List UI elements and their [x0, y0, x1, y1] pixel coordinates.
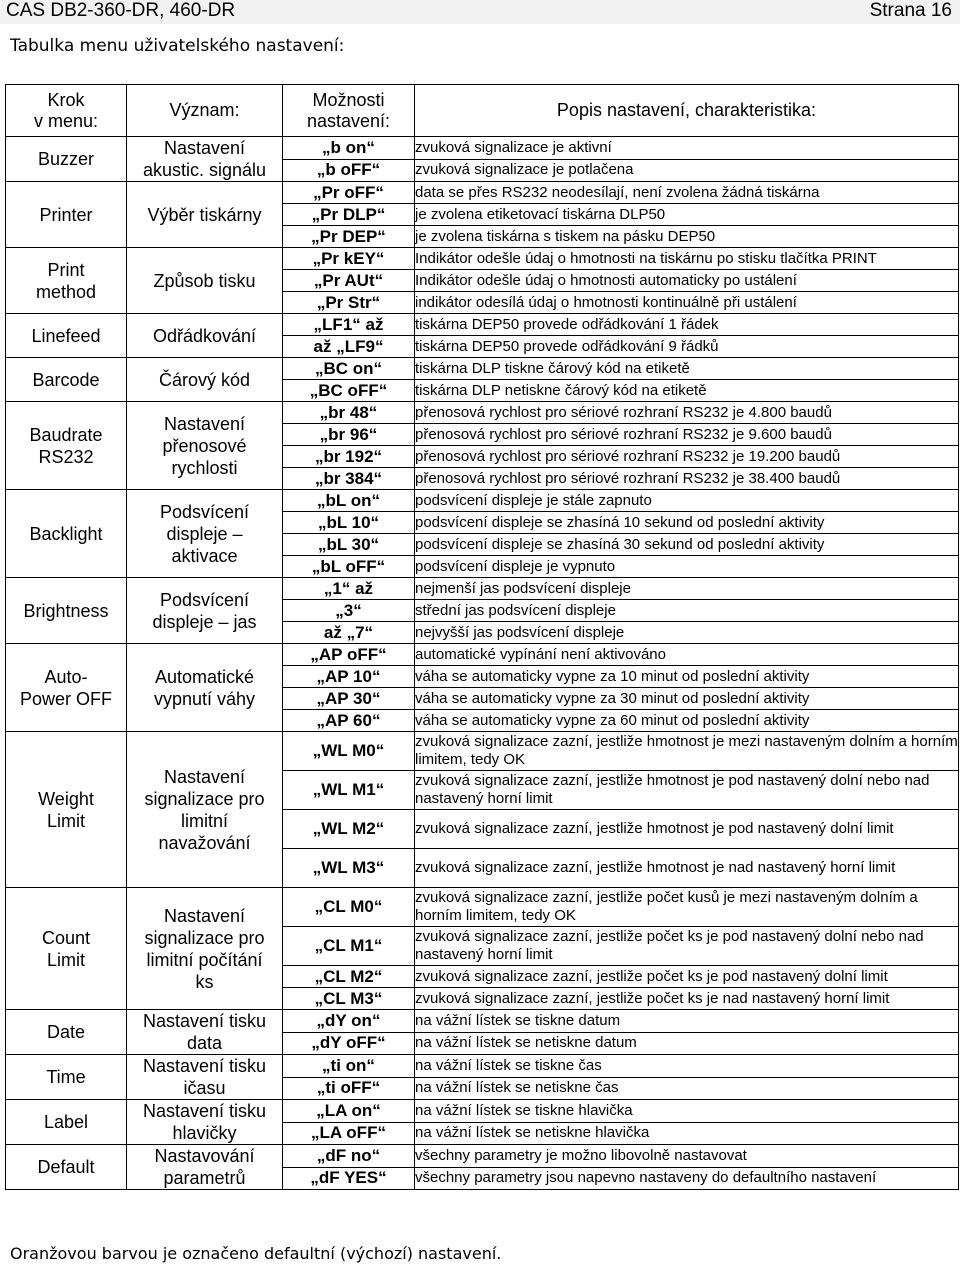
- setting-description: zvuková signalizace zazní, jestliže hmotnost je pod nastavený dolní nebo nad nastavený horní limit: [415, 771, 959, 810]
- menu-step-meaning: Podsvícení displeje – aktivace: [127, 490, 283, 578]
- table-row: [6, 1010, 959, 1033]
- menu-step-name: Baudrate RS232: [6, 402, 127, 490]
- setting-option: „bL 30“: [283, 534, 415, 556]
- setting-description: automatické vypínání není aktivováno: [415, 644, 959, 666]
- setting-description: zvuková signalizace zazní, jestliže počet ks je pod nastavený dolní nebo nad nastavený horní limit: [415, 927, 959, 966]
- setting-description: na vážní lístek se netiskne čas: [415, 1077, 959, 1100]
- menu-step-name: Buzzer: [6, 137, 127, 182]
- setting-option: „CL M2“: [283, 966, 415, 988]
- setting-option: „bL oFF“: [283, 556, 415, 578]
- menu-step-meaning: Odřádkování: [127, 314, 283, 358]
- table-row: [6, 182, 959, 204]
- menu-step-name: Count Limit: [6, 888, 127, 1010]
- column-header-description: Popis nastavení, charakteristika:: [415, 85, 959, 137]
- menu-step-meaning: Čárový kód: [127, 358, 283, 402]
- setting-description: zvuková signalizace zazní, jestliže hmotnost je pod nastavený dolní limit: [415, 810, 959, 849]
- setting-option: „br 384“: [283, 468, 415, 490]
- column-header-meaning: Význam:: [127, 85, 283, 137]
- setting-description: váha se automaticky vypne za 60 minut od poslední aktivity: [415, 710, 959, 732]
- menu-step-meaning: Nastavení tisku data: [127, 1010, 283, 1055]
- table-row: [6, 732, 959, 771]
- menu-step-meaning: Nastavení přenosové rychlosti: [127, 402, 283, 490]
- table-row: [6, 578, 959, 600]
- menu-step-name: Print method: [6, 248, 127, 314]
- menu-step-name: Linefeed: [6, 314, 127, 358]
- menu-step-name: Date: [6, 1010, 127, 1055]
- setting-description: zvuková signalizace zazní, jestliže počet ks je nad nastavený horní limit: [415, 988, 959, 1010]
- table-row: [6, 1055, 959, 1078]
- setting-description: na vážní lístek se netiskne hlavička: [415, 1122, 959, 1145]
- setting-description: je zvolena etiketovací tiskárna DLP50: [415, 204, 959, 226]
- setting-option: „LA oFF“: [283, 1122, 415, 1145]
- setting-description: nejmenší jas podsvícení displeje: [415, 578, 959, 600]
- setting-option: „LA on“: [283, 1100, 415, 1123]
- setting-description: zvuková signalizace zazní, jestliže počet ks je pod nastavený dolní limit: [415, 966, 959, 988]
- setting-option: „3“: [283, 600, 415, 622]
- table-row: [6, 1145, 959, 1168]
- setting-option: „AP 30“: [283, 688, 415, 710]
- setting-description: tiskárna DLP tiskne čárový kód na etiketě: [415, 358, 959, 380]
- setting-option: „CL M0“: [283, 888, 415, 927]
- setting-description: nejvyšší jas podsvícení displeje: [415, 622, 959, 644]
- setting-description: Indikátor odešle údaj o hmotnosti automaticky po ustálení: [415, 270, 959, 292]
- page-header: [0, 0, 960, 24]
- menu-step-name: Label: [6, 1100, 127, 1145]
- setting-description: váha se automaticky vypne za 10 minut od poslední aktivity: [415, 666, 959, 688]
- setting-description: zvuková signalizace zazní, jestliže hmotnost je mezi nastaveným dolním a horním limitem, tedy OK: [415, 732, 959, 771]
- setting-description: Indikátor odešle údaj o hmotnosti na tiskárnu po stisku tlačítka PRINT: [415, 248, 959, 270]
- setting-option: „dY oFF“: [283, 1032, 415, 1055]
- table-row: [6, 137, 959, 160]
- table-title: Tabulka menu uživatelského nastavení:: [10, 36, 345, 56]
- menu-step-name: Printer: [6, 182, 127, 248]
- setting-description: na vážní lístek se tiskne čas: [415, 1055, 959, 1078]
- setting-description: všechny parametry jsou napevno nastaveny do defaultního nastavení: [415, 1167, 959, 1190]
- menu-step-meaning: Nastavení akustic. signálu: [127, 137, 283, 182]
- setting-option: „dY on“: [283, 1010, 415, 1033]
- setting-description: střední jas podsvícení displeje: [415, 600, 959, 622]
- setting-option: „ti oFF“: [283, 1077, 415, 1100]
- setting-option: „WL M3“: [283, 849, 415, 888]
- setting-description: podsvícení displeje se zhasíná 10 sekund od poslední aktivity: [415, 512, 959, 534]
- setting-description: indikátor odesílá údaj o hmotnosti kontinuálně při ustálení: [415, 292, 959, 314]
- table-row: [6, 248, 959, 270]
- setting-option: až „7“: [283, 622, 415, 644]
- setting-option: „br 192“: [283, 446, 415, 468]
- table-row: [6, 358, 959, 380]
- setting-option: „ti on“: [283, 1055, 415, 1078]
- setting-option: „WL M1“: [283, 771, 415, 810]
- header-model: CAS DB2-360-DR, 460-DR: [6, 0, 236, 21]
- setting-description: je zvolena tiskárna s tiskem na pásku DEP50: [415, 226, 959, 248]
- column-header-options: Možnosti nastavení:: [283, 85, 415, 137]
- setting-description: přenosová rychlost pro sériové rozhraní RS232 je 38.400 baudů: [415, 468, 959, 490]
- table-row: [6, 888, 959, 927]
- setting-option: „Pr kEY“: [283, 248, 415, 270]
- menu-step-meaning: Výběr tiskárny: [127, 182, 283, 248]
- footer-note: Oranžovou barvou je označeno defaultní (výchozí) nastavení.: [10, 1244, 502, 1263]
- setting-option: „Pr Str“: [283, 292, 415, 314]
- menu-step-meaning: Nastavování parametrů: [127, 1145, 283, 1190]
- table-row: [6, 1100, 959, 1123]
- setting-option: až „LF9“: [283, 336, 415, 358]
- setting-description: tiskárna DEP50 provede odřádkování 9 řádků: [415, 336, 959, 358]
- setting-option: „br 96“: [283, 424, 415, 446]
- settings-menu-table: [5, 84, 959, 1190]
- setting-option: „Pr DEP“: [283, 226, 415, 248]
- table-row: [6, 490, 959, 512]
- setting-option: „Pr DLP“: [283, 204, 415, 226]
- setting-description: tiskárna DEP50 provede odřádkování 1 řádek: [415, 314, 959, 336]
- menu-step-meaning: Nastavení signalizace pro limitní počítání ks: [127, 888, 283, 1010]
- menu-step-meaning: Nastavení signalizace pro limitní navažování: [127, 732, 283, 888]
- table-row: [6, 314, 959, 336]
- menu-step-meaning: Automatické vypnutí váhy: [127, 644, 283, 732]
- setting-description: podsvícení displeje je stále zapnuto: [415, 490, 959, 512]
- setting-description: zvuková signalizace zazní, jestliže hmotnost je nad nastavený horní limit: [415, 849, 959, 888]
- menu-step-meaning: Podsvícení displeje – jas: [127, 578, 283, 644]
- setting-description: podsvícení displeje se zhasíná 30 sekund od poslední aktivity: [415, 534, 959, 556]
- setting-option: „1“ až: [283, 578, 415, 600]
- setting-description: podsvícení displeje je vypnuto: [415, 556, 959, 578]
- setting-option: „CL M1“: [283, 927, 415, 966]
- setting-description: zvuková signalizace zazní, jestliže počet kusů je mezi nastaveným dolním a horním limitem, tedy OK: [415, 888, 959, 927]
- setting-description: přenosová rychlost pro sériové rozhraní RS232 je 19.200 baudů: [415, 446, 959, 468]
- setting-description: na vážní lístek se tiskne hlavička: [415, 1100, 959, 1123]
- setting-description: váha se automaticky vypne za 30 minut od poslední aktivity: [415, 688, 959, 710]
- menu-step-meaning: Nastavení tisku ičasu: [127, 1055, 283, 1100]
- menu-step-name: Auto- Power OFF: [6, 644, 127, 732]
- setting-description: přenosová rychlost pro sériové rozhraní RS232 je 4.800 baudů: [415, 402, 959, 424]
- setting-description: přenosová rychlost pro sériové rozhraní RS232 je 9.600 baudů: [415, 424, 959, 446]
- setting-option: „WL M0“: [283, 732, 415, 771]
- table-row: [6, 644, 959, 666]
- setting-option: „LF1“ až: [283, 314, 415, 336]
- setting-description: tiskárna DLP netiskne čárový kód na etiketě: [415, 380, 959, 402]
- setting-option: „Pr oFF“: [283, 182, 415, 204]
- setting-option: „dF no“: [283, 1145, 415, 1168]
- setting-option: „br 48“: [283, 402, 415, 424]
- setting-option: „dF YES“: [283, 1167, 415, 1190]
- setting-option: „Pr AUt“: [283, 270, 415, 292]
- setting-option: „AP oFF“: [283, 644, 415, 666]
- table-row: [6, 402, 959, 424]
- setting-option: „b oFF“: [283, 159, 415, 182]
- menu-step-meaning: Nastavení tisku hlavičky: [127, 1100, 283, 1145]
- setting-option: „b on“: [283, 137, 415, 160]
- menu-step-name: Weight Limit: [6, 732, 127, 888]
- setting-option: „BC on“: [283, 358, 415, 380]
- setting-description: na vážní lístek se netiskne datum: [415, 1032, 959, 1055]
- menu-step-name: Barcode: [6, 358, 127, 402]
- setting-option: „bL on“: [283, 490, 415, 512]
- menu-step-meaning: Způsob tisku: [127, 248, 283, 314]
- header-page-number: Strana 16: [869, 0, 952, 21]
- setting-description: data se přes RS232 neodesílají, není zvolena žádná tiskárna: [415, 182, 959, 204]
- setting-option: „WL M2“: [283, 810, 415, 849]
- menu-step-name: Brightness: [6, 578, 127, 644]
- menu-step-name: Time: [6, 1055, 127, 1100]
- setting-description: všechny parametry je možno libovolně nastavovat: [415, 1145, 959, 1168]
- settings-table-body: [6, 137, 959, 1190]
- setting-option: „AP 10“: [283, 666, 415, 688]
- setting-option: „AP 60“: [283, 710, 415, 732]
- setting-option: „BC oFF“: [283, 380, 415, 402]
- menu-step-name: Default: [6, 1145, 127, 1190]
- column-header-step: Krok v menu:: [6, 85, 127, 137]
- menu-step-name: Backlight: [6, 490, 127, 578]
- setting-description: na vážní lístek se tiskne datum: [415, 1010, 959, 1033]
- setting-option: „bL 10“: [283, 512, 415, 534]
- setting-option: „CL M3“: [283, 988, 415, 1010]
- setting-description: zvuková signalizace je aktivní: [415, 137, 959, 160]
- setting-description: zvuková signalizace je potlačena: [415, 159, 959, 182]
